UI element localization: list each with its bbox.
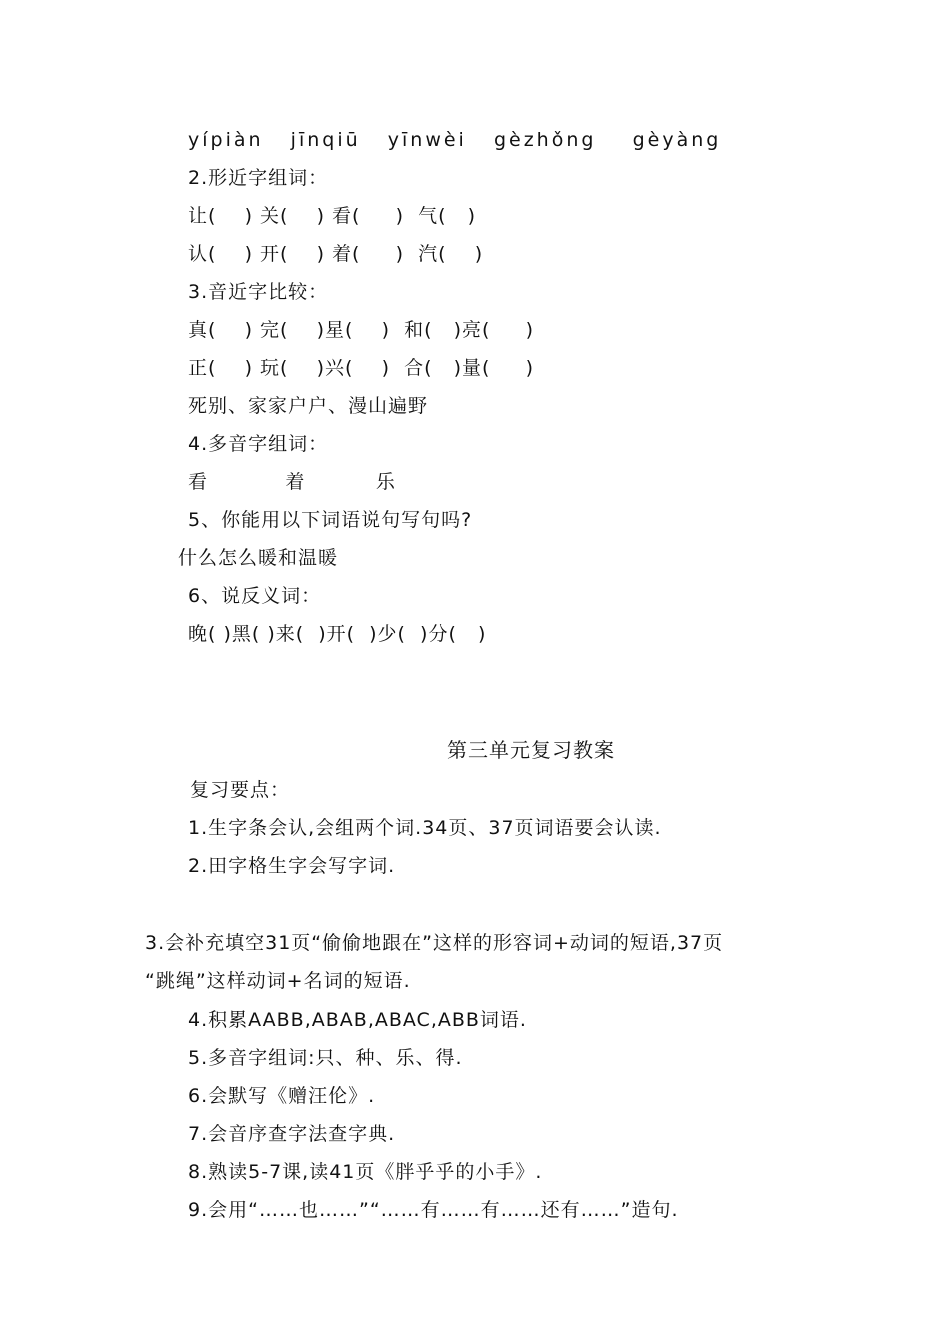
review-item-3: 3.会补充填空31页“偷偷地跟在”这样的形容词+动词的短语,37页	[145, 932, 724, 954]
review-item-5: 5.多音字组词:只、种、乐、得.	[188, 1047, 463, 1069]
q2-row-1: 让( ) 关( ) 看( ) 气( )	[188, 205, 477, 227]
section-title: 第三单元复习教案	[447, 738, 615, 762]
review-item-7: 7.会音序查字法查字典.	[188, 1123, 396, 1145]
q3-row-1: 真( ) 完( )星( ) 和( )亮( )	[188, 319, 535, 341]
key-points-heading: 复习要点：	[190, 779, 291, 801]
review-item-4: 4.积累AABB,ABAB,ABAC,ABB词语.	[188, 1009, 527, 1031]
q2-heading: 2.形近字组词：	[188, 167, 329, 189]
q6-row: 晚( )黑( )来( )开( )少( )分( )	[188, 623, 487, 645]
review-item-6: 6.会默写《赠汪伦》.	[188, 1085, 376, 1107]
review-item-9: 9.会用“……也……”“……有……有……还有……”造句.	[188, 1199, 679, 1221]
q5-heading: 5、你能用以下词语说句写句吗?	[188, 509, 473, 531]
q4-row: 看 着 乐	[188, 471, 396, 493]
q5-words: 什么怎么暖和温暖	[178, 547, 339, 569]
q3-row-2: 正( ) 玩( )兴( ) 合( )量( )	[188, 357, 535, 379]
q2-row-2: 认( ) 开( ) 着( ) 汽( )	[188, 243, 484, 265]
review-item-1: 1.生字条会认,会组两个词.34页、37页词语要会认读.	[188, 817, 662, 839]
q3-extra-words: 死别、家家户户、漫山遍野	[188, 395, 429, 417]
q3-heading: 3.音近字比较：	[188, 281, 329, 303]
q4-heading: 4.多音字组词：	[188, 433, 329, 455]
review-item-3-continued: “跳绳”这样动词+名词的短语.	[145, 970, 411, 992]
pinyin-line: yípiàn jīnqiū yīnwèi gèzhǒng gèyàng	[188, 129, 722, 151]
q6-heading: 6、说反义词：	[188, 585, 322, 607]
review-item-8: 8.熟读5-7课,读41页《胖乎乎的小手》.	[188, 1161, 543, 1183]
review-item-2: 2.田字格生字会写字词.	[188, 855, 396, 877]
